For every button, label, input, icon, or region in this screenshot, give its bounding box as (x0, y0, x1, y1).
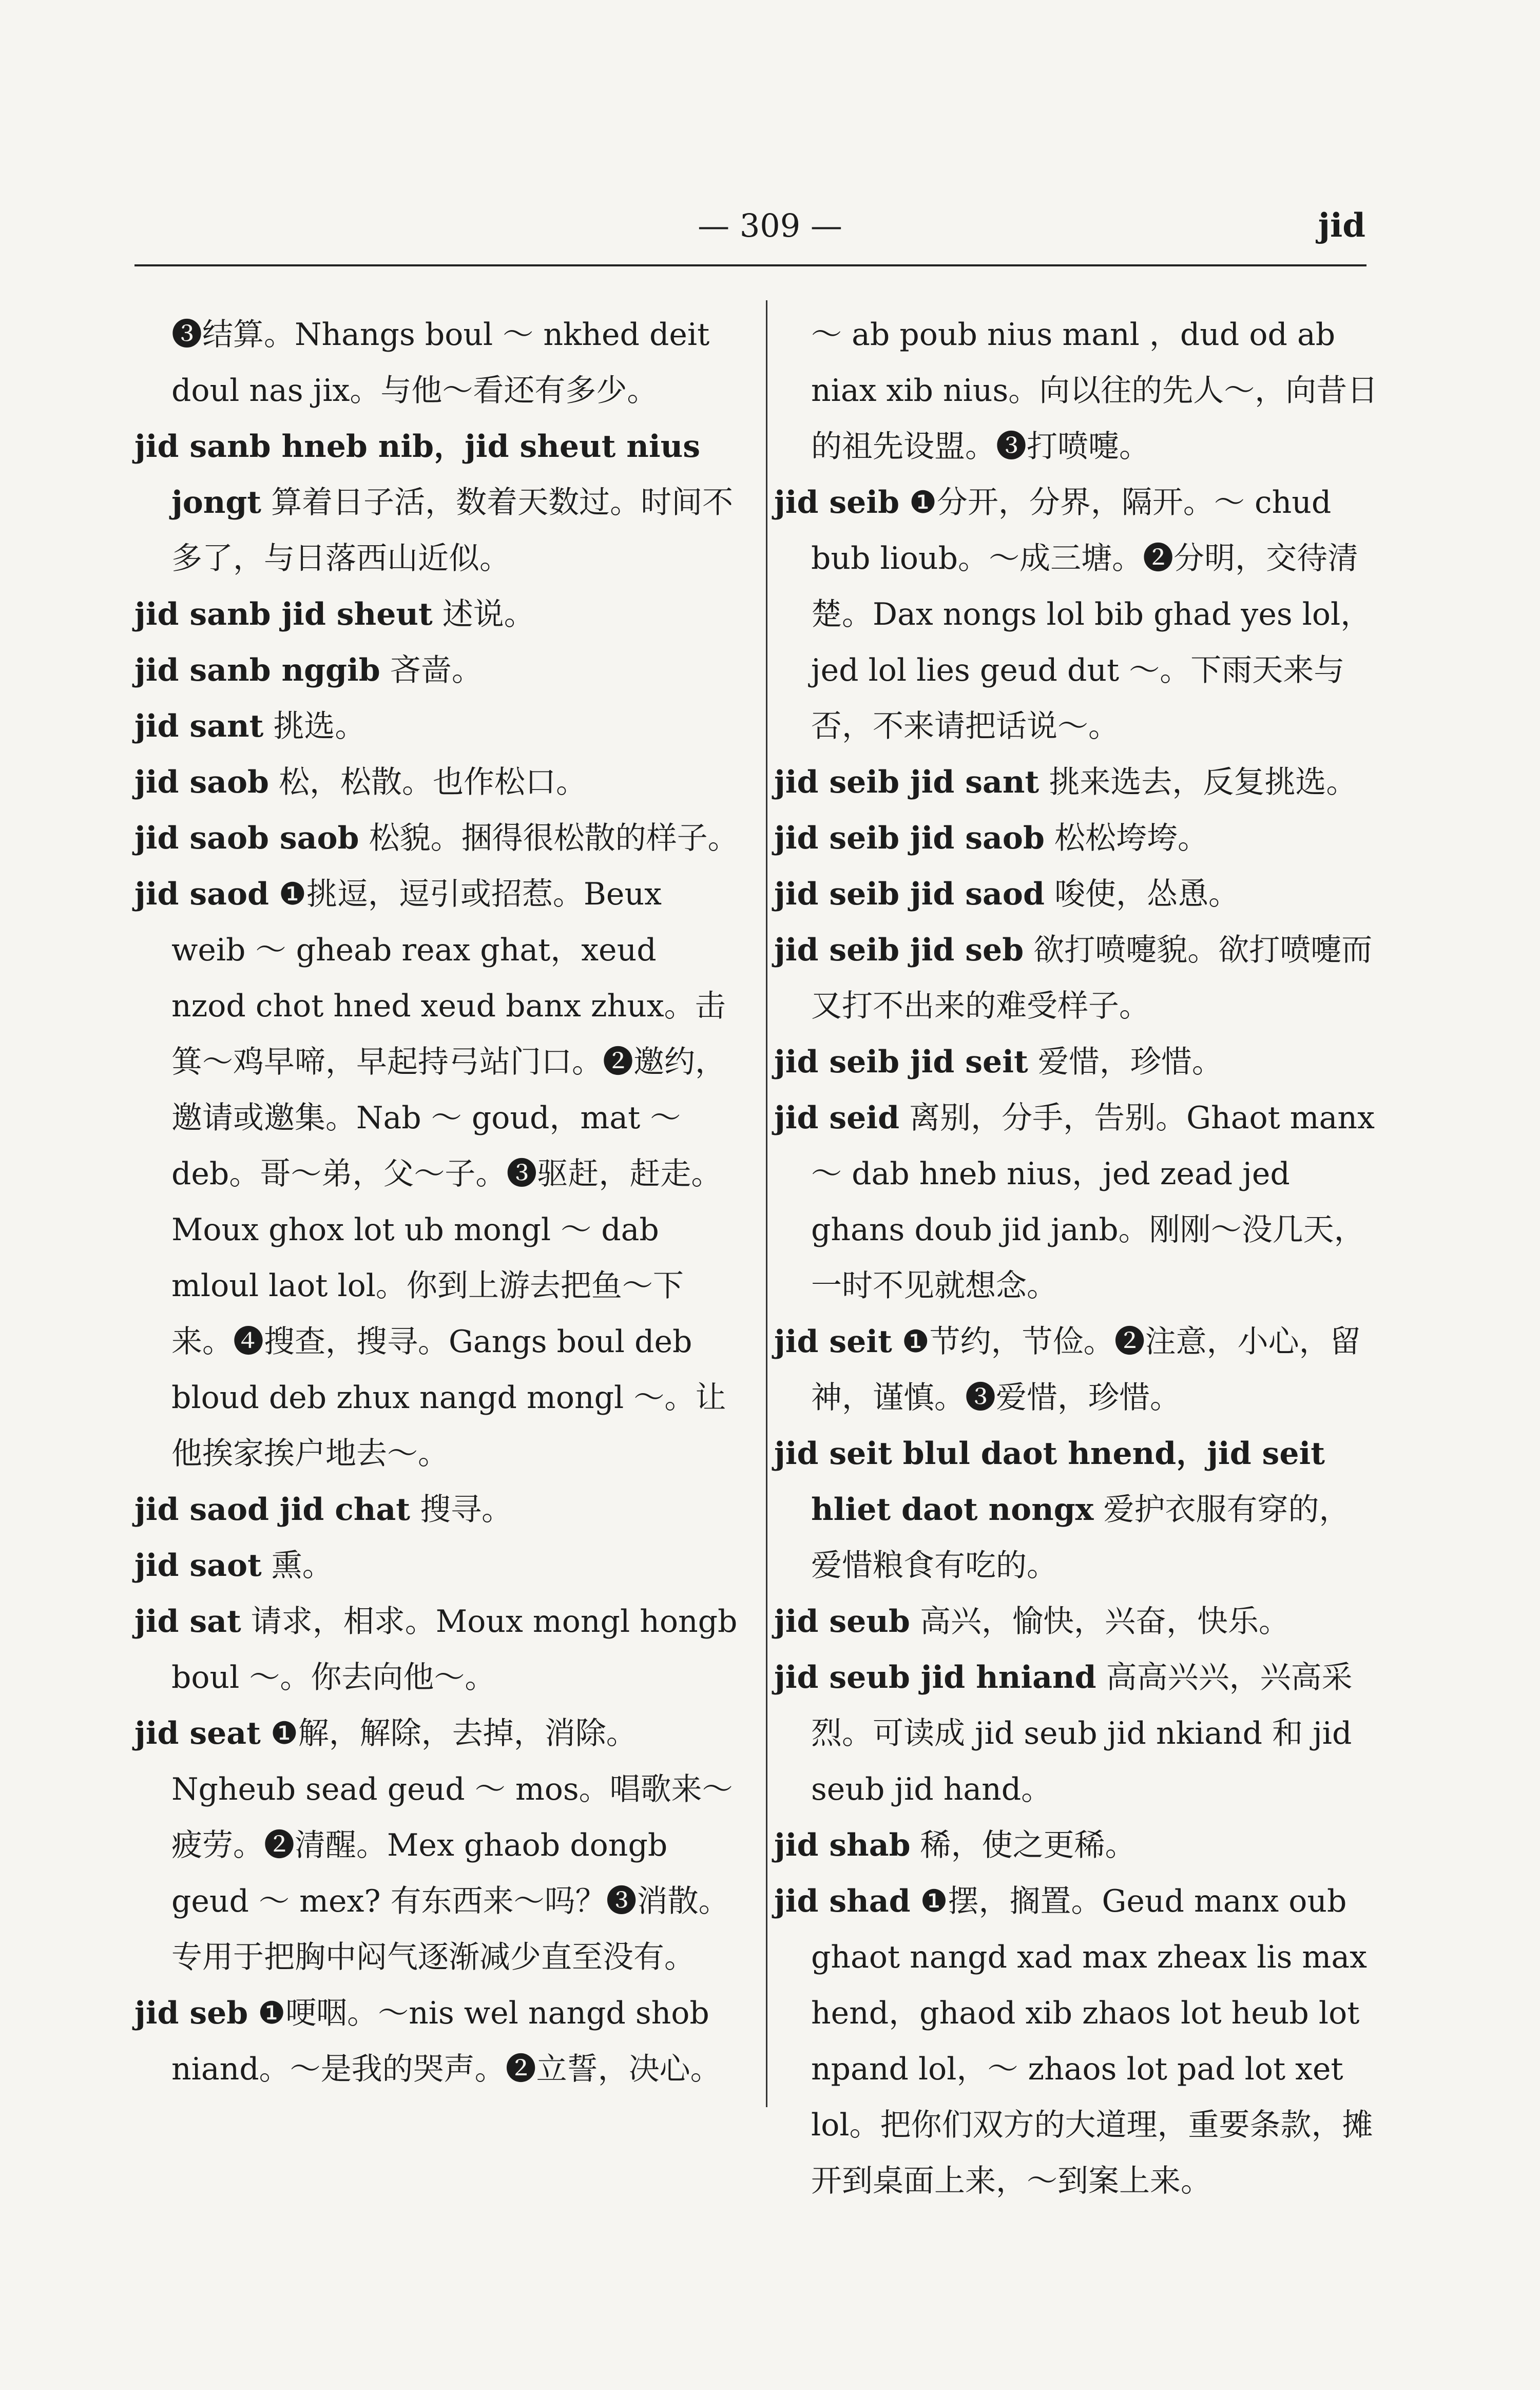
dictionary-entry (774, 866, 1380, 922)
left-column (134, 307, 740, 2097)
entry-headword: jid sanb jid sheut (134, 596, 433, 632)
dictionary-entry (774, 1090, 1380, 1314)
dictionary-entry (774, 811, 1380, 866)
right-column (774, 307, 1380, 2209)
entry-definition: ❶挑逗，逗引或招惹。Beux weib ～ gheab reax ghat，xeud nzod chot hned xeud banx zhux。击箕～鸡早啼，早起持弓站门口。❷邀约，邀请或邀集。Nab ～ goud，mat ～ deb。哥～弟，父～子。❸驱赶，赶走。Moux ghox lot ub mongl ～ dab mloul laot lol。你到上游去把鱼～下来。❹搜查，搜寻。Gangs boul deb bloud deb zhux nangd mongl ～。让他挨家挨户地去～。 (171, 876, 726, 1472)
running-head: jid (1318, 206, 1365, 245)
entry-headword: jid seib jid saob (774, 820, 1045, 856)
entry-headword: jid sanb hneb nib，jid sheut nius jongt (134, 429, 701, 521)
entry-definition: 松貌。捆得很松散的样子。 (359, 820, 739, 856)
dictionary-entry (134, 1706, 740, 1986)
entry-definition: ❸结算。Nhangs boul ～ nkhed deit doul nas jix。与他～看还有多少。 (171, 317, 710, 409)
entry-headword: jid seub (774, 1604, 910, 1640)
entry-definition: 述说。 (432, 596, 535, 632)
entry-definition: 算着日子活，数着天数过。时间不多了，与日落西山近似。 (171, 485, 734, 576)
entry-headword: jid seib jid seb (774, 932, 1024, 968)
dictionary-entry (774, 1034, 1380, 1090)
entry-definition: 挑选。 (263, 708, 366, 744)
dictionary-entry (134, 699, 740, 755)
entry-definition: 爱惜，珍惜。 (1028, 1044, 1223, 1080)
entry-headword: jid shad (774, 1883, 911, 1919)
entry-headword: jid saot (134, 1548, 262, 1584)
dictionary-entry (774, 1426, 1380, 1594)
entry-definition: ❶哽咽。～nis wel nangd shob niand。～是我的哭声。❷立誓，决心。 (171, 1995, 721, 2087)
dictionary-entry (774, 922, 1380, 1034)
dictionary-entry (134, 307, 740, 419)
entry-headword: jid sat (134, 1604, 241, 1640)
entry-headword: jid sant (134, 708, 264, 744)
entry-headword: jid seat (134, 1716, 261, 1751)
dictionary-entry (134, 1594, 740, 1706)
entry-headword: jid seib jid sant (774, 764, 1040, 800)
entry-headword: jid seib jid saod (774, 876, 1045, 912)
entry-definition: 搜寻。 (410, 1492, 513, 1528)
entry-headword: jid seb (134, 1995, 248, 2031)
entry-definition: ～ ab poub nius manl ，dud od ab niax xib nius。向以往的先人～，向昔日的祖先设盟。❸打喷嚏。 (811, 317, 1378, 465)
entry-headword: jid seit (774, 1324, 892, 1360)
dictionary-entry (134, 755, 740, 811)
dictionary-entry (774, 475, 1380, 755)
entry-headword: jid shab (774, 1827, 911, 1863)
entry-headword: jid saod (134, 876, 269, 912)
entry-definition: 松松垮垮。 (1044, 820, 1208, 856)
dictionary-entry (134, 1986, 740, 2097)
entry-definition: 稀，使之更稀。 (910, 1827, 1136, 1863)
column-divider (766, 300, 767, 2107)
entry-headword: jid seit blul daot hnend，jid seit hliet daot nongx (774, 1436, 1325, 1528)
header-rule (134, 264, 1366, 266)
dictionary-entry (774, 1818, 1380, 1874)
entry-definition: ❶分开，分界，隔开。～ chud bub lioub。～成三塘。❷分明，交待清楚。Dax nongs lol bib ghad yes lol，jed lol lies geud dut ～。下雨天来与否，不来请把话说～。 (811, 485, 1372, 744)
entry-headword: jid saob (134, 764, 269, 800)
dictionary-entry (134, 419, 740, 587)
dictionary-entry (134, 811, 740, 866)
entry-definition: 唆使，怂恿。 (1044, 876, 1239, 912)
dictionary-entry (774, 1314, 1380, 1426)
dictionary-entry (774, 1874, 1380, 2209)
dictionary-entry (774, 755, 1380, 811)
entry-definition: 爱护衣服有穿的，爱惜粮食有吃的。 (811, 1492, 1350, 1584)
entry-definition: ❶摆，搁置。Geud manx oub ghaot nangd xad max zheax lis max hend，ghaod xib zhaos lot heub lot npand lol，～ zhaos lot pad lot xet lol。把你们双方的大道理，重要条款，摊开到桌面上来，～到案上来。 (811, 1883, 1373, 2199)
entry-definition: 请求，相求。Moux mongl hongb boul ～。你去向他～。 (171, 1604, 738, 1695)
dictionary-entry (134, 1538, 740, 1594)
entry-definition: 欲打喷嚏貌。欲打喷嚏而又打不出来的难受样子。 (811, 932, 1373, 1024)
dictionary-entry (134, 587, 740, 643)
dictionary-entry (774, 1650, 1380, 1818)
entry-headword: jid seid (774, 1100, 900, 1136)
entry-definition: ❶节约，节俭。❷注意，小心，留神，谨慎。❸爱惜，珍惜。 (811, 1324, 1361, 1416)
entry-headword: jid seib jid seit (774, 1044, 1028, 1080)
dictionary-entry (774, 1594, 1380, 1650)
dictionary-entry (774, 307, 1380, 475)
dictionary-entry (134, 866, 740, 1482)
entry-definition: ❶解，解除，去掉，消除。Ngheub sead geud ～ mos。唱歌来～疲劳。❷清醒。Mex ghaob dongb geud ～ mex? 有东西来～吗？❸消散。专用于把胸中闷气逐渐减少直至没有。 (171, 1716, 733, 1975)
entry-headword: jid seub jid hniand (774, 1660, 1096, 1695)
entry-definition: 松，松散。也作松口。 (268, 764, 587, 800)
entry-headword: jid saob saob (134, 820, 359, 856)
entry-definition: 挑来选去，反复挑选。 (1039, 764, 1357, 800)
dictionary-entry (134, 1482, 740, 1538)
entry-definition: 熏。 (261, 1548, 333, 1584)
page-number: — 309 — (698, 207, 842, 244)
entry-definition: 高高兴兴，兴高采烈。可读成 jid seub jid nkiand 和 jid seub jid hand。 (811, 1660, 1353, 1807)
entry-definition: 吝啬。 (380, 652, 483, 688)
entry-definition: 高兴，愉快，兴奋，快乐。 (910, 1604, 1289, 1640)
dictionary-entry (134, 643, 740, 699)
entry-headword: jid seib (774, 485, 900, 521)
entry-headword: jid sanb nggib (134, 652, 380, 688)
entry-headword: jid saod jid chat (134, 1492, 410, 1528)
entry-definition: 离别，分手，告别。Ghaot manx ～ dab hneb nius，jed zead jed ghans doub jid janb。刚刚～没几天，一时不见就想念。 (811, 1100, 1375, 1304)
